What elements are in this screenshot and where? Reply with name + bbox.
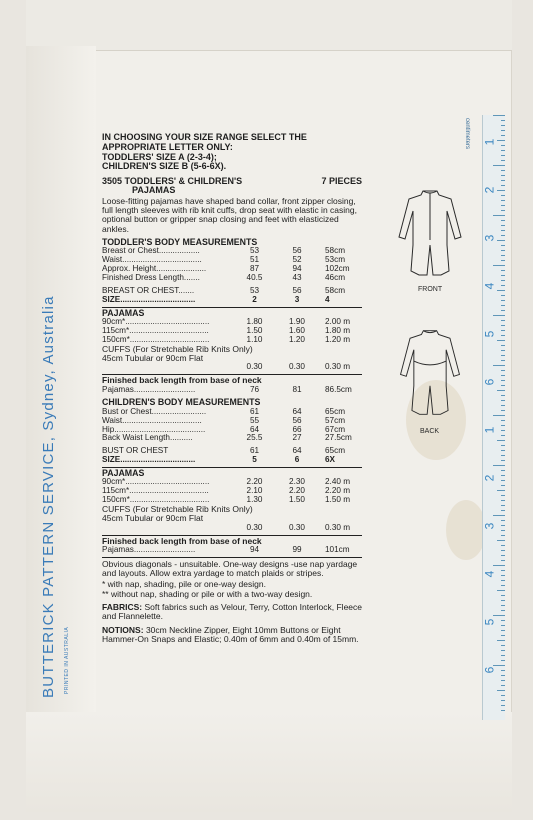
ruler-tick bbox=[497, 490, 505, 491]
ruler-tick bbox=[501, 430, 505, 431]
table-row bbox=[102, 546, 362, 555]
cell: 1.20 m bbox=[325, 334, 351, 344]
ruler-tick bbox=[501, 630, 505, 631]
ruler-tick bbox=[497, 640, 505, 641]
ruler-tick bbox=[501, 195, 505, 196]
ruler-tick bbox=[497, 390, 505, 391]
ruler-tick bbox=[501, 285, 505, 286]
cell: 1.80 bbox=[246, 317, 263, 326]
ruler-number: 1 bbox=[482, 426, 497, 434]
cell: 25.5 bbox=[246, 433, 263, 443]
ruler-tick bbox=[501, 270, 505, 271]
cell: 53cm bbox=[325, 255, 346, 265]
ruler-tick bbox=[501, 210, 505, 211]
cell: Waist................................... bbox=[102, 255, 202, 265]
cell: Pajamas........................... bbox=[102, 544, 196, 554]
cell: 58cm bbox=[325, 246, 346, 256]
cell: 87 bbox=[249, 264, 260, 274]
ruler-tick bbox=[501, 295, 505, 296]
cell: 94 bbox=[249, 544, 260, 554]
ruler-tick bbox=[497, 540, 505, 541]
envelope-top-flap bbox=[26, 0, 512, 51]
table-row bbox=[102, 296, 362, 305]
pajamas-heading: PAJAMAS bbox=[102, 468, 145, 479]
cell: 65cm bbox=[325, 406, 346, 416]
pattern-description: Loose-fitting pajamas have shaped band collar, front zipper closing, full length sleeves with rib knit cuffs, drop seat with elastic in casing, optional button or gripper snap closing and feet with elasticized ankles. bbox=[102, 195, 357, 234]
cell: 2.00 m bbox=[325, 317, 351, 326]
cell: 2 bbox=[252, 294, 257, 304]
printed-in-label: PRINTED IN AUSTRALIA bbox=[64, 626, 70, 694]
cell: 0.30 m bbox=[325, 522, 351, 532]
cell: 94 bbox=[292, 264, 302, 274]
ruler-tick bbox=[501, 700, 505, 701]
cell: 55 bbox=[249, 415, 260, 425]
table-row bbox=[102, 386, 362, 395]
ruler-tick bbox=[501, 475, 505, 476]
ruler-tick bbox=[501, 150, 505, 151]
cell: 2.40 m bbox=[325, 477, 351, 487]
ruler-tick bbox=[501, 500, 505, 501]
ruler-number: 6 bbox=[482, 378, 497, 386]
piece-count: 7 PIECES bbox=[321, 176, 362, 187]
pattern-number-title: 3505 TODDLERS' & CHILDREN'S bbox=[102, 176, 243, 187]
cell: 150cm*................................... bbox=[102, 495, 210, 505]
toddler-size-table bbox=[102, 287, 362, 305]
ruler-tick bbox=[501, 350, 505, 351]
cell: 0.30 bbox=[246, 362, 263, 372]
toddler-cuffs-table bbox=[102, 363, 362, 372]
ruler-tick bbox=[501, 330, 505, 331]
table-row bbox=[102, 363, 362, 372]
table-row bbox=[102, 456, 362, 465]
ruler-tick bbox=[501, 635, 505, 636]
ruler-tick bbox=[501, 280, 505, 281]
ruler-tick bbox=[501, 250, 505, 251]
ruler-tick bbox=[501, 610, 505, 611]
size-instructions bbox=[102, 133, 467, 172]
ruler-tick bbox=[497, 290, 505, 291]
ruler-tick bbox=[501, 695, 505, 696]
ruler-tick bbox=[497, 190, 505, 191]
notions-text: 30cm Neckline Zipper, Eight 10mm Buttons or Eight Hammer-On Snaps and Elastic; 0.40m of 6mm and 0.40m of 15mm. bbox=[102, 624, 359, 644]
ruler-tick bbox=[501, 485, 505, 486]
ruler-tick bbox=[497, 590, 505, 591]
back-length-heading: Finished back length from base of neck bbox=[102, 375, 262, 386]
cuffs-sub: 45cm Tubular or 90cm Flat bbox=[102, 513, 204, 524]
front-label: FRONT bbox=[418, 286, 443, 293]
cell: 102cm bbox=[325, 264, 350, 274]
cell: Bust or Chest........................ bbox=[102, 406, 207, 416]
nap-note: ** without nap, shading or pile or with a two-way design. bbox=[102, 588, 313, 599]
back-label: BACK bbox=[420, 428, 440, 435]
back-view-illustration bbox=[395, 325, 465, 420]
ruler-tick bbox=[501, 425, 505, 426]
size-label: SIZE................................. bbox=[102, 455, 196, 465]
instruction-line: CHILDREN'S SIZE B (5-6-6X). bbox=[102, 161, 227, 172]
cell: 6 bbox=[294, 455, 300, 465]
ruler-tick bbox=[501, 460, 505, 461]
ruler-tick bbox=[493, 215, 505, 216]
ruler-tick bbox=[493, 415, 505, 416]
cell: 61 bbox=[249, 446, 260, 456]
ruler-number: 2 bbox=[482, 186, 497, 194]
ruler-tick bbox=[501, 620, 505, 621]
cell: 81 bbox=[292, 384, 302, 394]
ruler-tick bbox=[501, 385, 505, 386]
ruler-tick bbox=[501, 495, 505, 496]
ruler-tick bbox=[501, 535, 505, 536]
pajamas-heading: PAJAMAS bbox=[102, 307, 145, 318]
ruler-tick bbox=[501, 660, 505, 661]
children-measurements-table bbox=[102, 408, 362, 444]
ruler-tick bbox=[497, 240, 505, 241]
ruler-tick bbox=[501, 175, 505, 176]
cuffs-label: CUFFS (For Stretchable Rib Knits Only) bbox=[102, 343, 253, 354]
ruler-tick bbox=[501, 605, 505, 606]
cell: 56 bbox=[292, 415, 302, 425]
ruler-label: centimeters bbox=[464, 118, 470, 150]
notions-note bbox=[102, 626, 377, 645]
ruler-tick bbox=[501, 705, 505, 706]
cell: 1.90 bbox=[289, 317, 305, 326]
ruler-tick bbox=[501, 170, 505, 171]
ruler-tick bbox=[501, 575, 505, 576]
ruler-tick bbox=[501, 200, 505, 201]
ruler-tick bbox=[501, 345, 505, 346]
cell: 90cm*..................................... bbox=[102, 317, 210, 326]
children-back-table bbox=[102, 546, 362, 555]
divider bbox=[102, 557, 362, 558]
cell: 40.5 bbox=[246, 272, 263, 282]
ruler-tick bbox=[501, 670, 505, 671]
ruler-tick bbox=[501, 335, 505, 336]
cell: Approx. Height...................... bbox=[102, 264, 207, 274]
ruler-tick bbox=[501, 505, 505, 506]
toddler-back-table bbox=[102, 386, 362, 395]
company-name: BUTTERICK PATTERN SERVICE, Sydney, Australia bbox=[40, 295, 57, 698]
front-view-illustration bbox=[395, 185, 465, 280]
ruler-number: 3 bbox=[482, 522, 497, 530]
ruler-tick bbox=[501, 520, 505, 521]
cell: 2.20 m bbox=[325, 486, 351, 496]
cell: Hip........................................ bbox=[102, 424, 206, 434]
ruler-tick bbox=[501, 480, 505, 481]
children-cuffs-table bbox=[102, 524, 362, 533]
size-label: SIZE................................. bbox=[102, 294, 196, 304]
cell: 52 bbox=[292, 255, 302, 265]
cell: 1.80 m bbox=[325, 325, 351, 335]
cell: 5 bbox=[252, 455, 257, 465]
cell: 61 bbox=[249, 406, 260, 416]
ruler-tick bbox=[501, 255, 505, 256]
ruler-tick bbox=[501, 405, 505, 406]
ruler-tick bbox=[501, 380, 505, 381]
ruler-tick bbox=[501, 410, 505, 411]
cuffs-sub: 45cm Tubular or 90cm Flat bbox=[102, 353, 204, 364]
ruler-tick bbox=[501, 155, 505, 156]
cell: 1.10 bbox=[246, 334, 263, 344]
breast-label: BUST OR CHEST bbox=[102, 446, 169, 456]
ruler-tick bbox=[501, 555, 505, 556]
cell: 0.30 bbox=[246, 522, 263, 532]
ruler-number: 1 bbox=[482, 138, 497, 146]
ruler-number: 4 bbox=[482, 282, 497, 290]
diagonals-note: Obvious diagonals - unsuitable. One-way designs -use nap yardage and layouts. Allow extra yardage to match plaids or stripes. bbox=[102, 558, 358, 579]
ruler-tick bbox=[501, 185, 505, 186]
ruler-number: 4 bbox=[482, 570, 497, 578]
cell: 150cm*................................... bbox=[102, 334, 210, 344]
cell: 56 bbox=[292, 246, 302, 256]
ruler-tick bbox=[501, 545, 505, 546]
ruler-tick bbox=[501, 395, 505, 396]
table-row bbox=[102, 434, 362, 443]
toddler-pajamas-table bbox=[102, 318, 362, 345]
instruction-line: TODDLERS' SIZE A (2-3-4); bbox=[102, 151, 217, 162]
ruler-tick bbox=[493, 565, 505, 566]
ruler-tick bbox=[501, 260, 505, 261]
cell: Breast or Chest.................. bbox=[102, 246, 200, 256]
ruler-tick bbox=[501, 420, 505, 421]
ruler-tick bbox=[501, 595, 505, 596]
envelope-left-flap bbox=[26, 46, 96, 812]
ruler-tick bbox=[501, 470, 505, 471]
ruler-tick bbox=[501, 145, 505, 146]
ruler-tick bbox=[501, 325, 505, 326]
ruler-tick bbox=[501, 305, 505, 306]
cell: 53 bbox=[249, 246, 260, 256]
cell: 2.20 bbox=[289, 486, 305, 496]
cell: 3 bbox=[294, 294, 300, 304]
cell: Back Waist Length.......... bbox=[102, 433, 193, 443]
ruler-tick bbox=[501, 360, 505, 361]
cell: Pajamas........................... bbox=[102, 384, 196, 394]
cell: 67cm bbox=[325, 424, 346, 434]
cell: 1.20 bbox=[289, 334, 305, 344]
ruler-tick bbox=[497, 440, 505, 441]
ruler-number: 6 bbox=[482, 666, 497, 674]
ruler-tick bbox=[501, 120, 505, 121]
instruction-line: APPROPRIATE LETTER ONLY: bbox=[102, 141, 233, 152]
instruction-line: IN CHOOSING YOUR SIZE RANGE SELECT THE bbox=[102, 132, 307, 142]
cell: 101cm bbox=[325, 544, 350, 554]
pattern-title-line2: PAJAMAS bbox=[132, 185, 176, 196]
ruler-tick bbox=[501, 320, 505, 321]
ruler-tick bbox=[501, 600, 505, 601]
cell: 56 bbox=[292, 285, 302, 295]
ruler-tick bbox=[501, 580, 505, 581]
ruler-tick bbox=[501, 685, 505, 686]
ruler-tick bbox=[501, 275, 505, 276]
ruler-tick bbox=[501, 400, 505, 401]
table-row bbox=[102, 524, 362, 533]
cell: 1.50 bbox=[289, 495, 305, 505]
measuring-ruler bbox=[482, 115, 505, 720]
ruler-tick bbox=[493, 365, 505, 366]
ruler-tick bbox=[501, 235, 505, 236]
cell: 86.5cm bbox=[325, 384, 352, 394]
back-length-heading: Finished back length from base of neck bbox=[102, 535, 262, 546]
ruler-tick bbox=[497, 690, 505, 691]
cell bbox=[102, 524, 232, 533]
ruler-tick bbox=[501, 220, 505, 221]
ruler-number: 3 bbox=[482, 234, 497, 242]
ruler-tick bbox=[501, 375, 505, 376]
ruler-tick bbox=[501, 130, 505, 131]
cell: 90cm*..................................... bbox=[102, 477, 210, 487]
ruler-tick bbox=[501, 550, 505, 551]
toddler-measurements-heading: TODDLER'S BODY MEASUREMENTS bbox=[102, 236, 258, 247]
envelope-bottom-flap bbox=[26, 712, 512, 812]
cell: 1.50 bbox=[246, 325, 263, 335]
ruler-number: 5 bbox=[482, 330, 497, 338]
ruler-tick bbox=[501, 370, 505, 371]
cell: 1.30 bbox=[246, 495, 263, 505]
cell: 27.5cm bbox=[325, 433, 352, 443]
cell: 64 bbox=[292, 446, 302, 456]
cell: 43 bbox=[292, 272, 302, 282]
ruler-number: 5 bbox=[482, 618, 497, 626]
ruler-tick bbox=[501, 300, 505, 301]
ruler-tick bbox=[501, 645, 505, 646]
cell: Waist................................... bbox=[102, 415, 202, 425]
children-size-table bbox=[102, 447, 362, 465]
cell: 27 bbox=[292, 433, 302, 443]
cell: 1.60 bbox=[289, 325, 305, 335]
nap-note: * with nap, shading, pile or one-way design. bbox=[102, 579, 266, 590]
cell bbox=[102, 363, 232, 372]
ruler-tick bbox=[501, 355, 505, 356]
toddler-measurements-table bbox=[102, 247, 362, 283]
cell: 0.30 bbox=[289, 362, 305, 372]
cell: 6X bbox=[325, 455, 336, 465]
ruler-tick bbox=[501, 205, 505, 206]
ruler-tick bbox=[501, 135, 505, 136]
ruler-tick bbox=[501, 585, 505, 586]
cell: 46cm bbox=[325, 272, 346, 282]
ruler-tick bbox=[501, 445, 505, 446]
ruler-tick bbox=[501, 310, 505, 311]
cell: 64 bbox=[249, 424, 260, 434]
ruler-tick bbox=[501, 510, 505, 511]
cell: Finished Dress Length....... bbox=[102, 272, 200, 282]
cell: 64 bbox=[292, 406, 302, 416]
cell: 1.50 m bbox=[325, 495, 351, 505]
cell: 65cm bbox=[325, 446, 346, 456]
ruler-tick bbox=[501, 455, 505, 456]
ruler-tick bbox=[501, 230, 505, 231]
cell: 99 bbox=[292, 544, 302, 554]
cell: 0.30 bbox=[289, 522, 305, 532]
cell: 2.20 bbox=[246, 477, 263, 487]
ruler-tick bbox=[501, 530, 505, 531]
ruler-tick bbox=[501, 710, 505, 711]
notions-label: NOTIONS: bbox=[102, 624, 144, 635]
fabrics-note bbox=[102, 603, 377, 622]
ruler-tick bbox=[493, 315, 505, 316]
ruler-tick bbox=[497, 340, 505, 341]
cell: 66 bbox=[292, 424, 302, 434]
fabrics-label: FABRICS: bbox=[102, 602, 143, 613]
cell: 2.30 bbox=[289, 477, 305, 487]
ruler-tick bbox=[493, 465, 505, 466]
ruler-tick bbox=[493, 615, 505, 616]
ruler-tick bbox=[501, 675, 505, 676]
ruler-tick bbox=[501, 560, 505, 561]
ruler-tick bbox=[501, 450, 505, 451]
ruler-tick bbox=[493, 265, 505, 266]
ruler-tick bbox=[501, 525, 505, 526]
ruler-tick bbox=[501, 435, 505, 436]
ruler-tick bbox=[501, 160, 505, 161]
cell: 58cm bbox=[325, 285, 346, 295]
ruler-tick bbox=[501, 680, 505, 681]
cuffs-label: CUFFS (For Stretchable Rib Knits Only) bbox=[102, 504, 253, 515]
ruler-tick bbox=[493, 165, 505, 166]
children-pajamas-table bbox=[102, 478, 362, 505]
ruler-tick bbox=[501, 180, 505, 181]
breast-label: BREAST OR CHEST....... bbox=[102, 285, 195, 295]
cell: 0.30 m bbox=[325, 362, 351, 372]
cell: 2.10 bbox=[246, 486, 263, 496]
cell: 115cm*................................... bbox=[102, 325, 209, 335]
ruler-tick bbox=[497, 140, 505, 141]
ruler-number: 2 bbox=[482, 474, 497, 482]
ruler-tick bbox=[501, 225, 505, 226]
table-row bbox=[102, 274, 362, 283]
cell: 4 bbox=[325, 294, 330, 304]
cell: 76 bbox=[249, 384, 260, 394]
ruler-tick bbox=[501, 625, 505, 626]
children-measurements-heading: CHILDREN'S BODY MEASUREMENTS bbox=[102, 397, 261, 408]
ruler-tick bbox=[501, 245, 505, 246]
fabrics-text: Soft fabrics such as Velour, Terry, Cotton Interlock, Fleece and Flannelette. bbox=[102, 602, 362, 622]
ruler-tick bbox=[501, 125, 505, 126]
cell: 51 bbox=[249, 255, 260, 265]
ruler-tick bbox=[493, 515, 505, 516]
ruler-tick bbox=[501, 655, 505, 656]
cell: 57cm bbox=[325, 415, 346, 425]
ruler-tick bbox=[493, 115, 505, 116]
cell: 115cm*................................... bbox=[102, 486, 209, 496]
cell: 53 bbox=[249, 285, 260, 295]
ruler-tick bbox=[501, 570, 505, 571]
ruler-tick bbox=[501, 650, 505, 651]
